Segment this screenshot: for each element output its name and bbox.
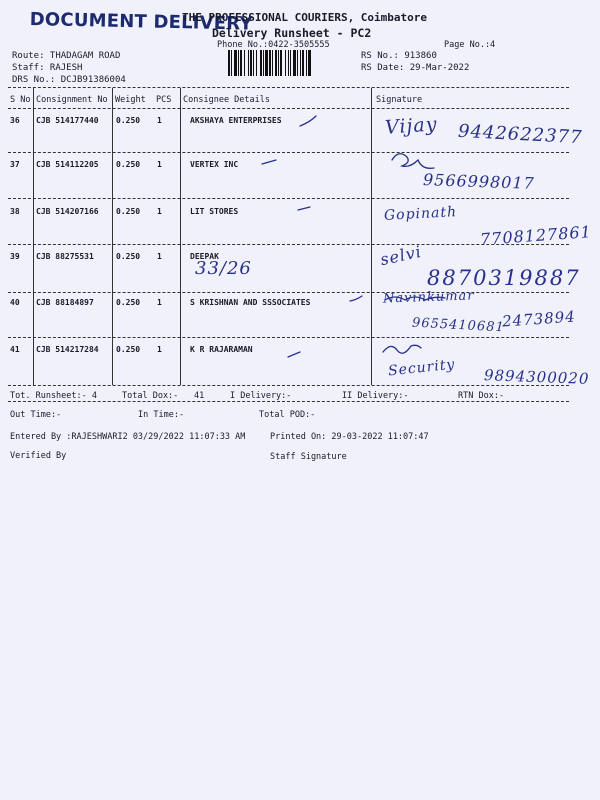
col-divider [180, 88, 181, 385]
row-rule [8, 337, 569, 338]
route-label: Route: THADAGAM ROAD [12, 51, 121, 61]
row-rule [8, 198, 569, 199]
cell-pcs: 1 [157, 345, 162, 354]
cell-pcs: 1 [157, 298, 162, 307]
cell-weight: 0.250 [116, 116, 141, 125]
handwritten-receiver-name: Vijay [384, 113, 439, 139]
handwritten-phone: 2473894 [501, 307, 577, 331]
cell-consignment: CJB 514112205 [36, 160, 99, 169]
handwritten-receiver-name: Navinkumar [382, 288, 475, 307]
cell-pcs: 1 [157, 252, 162, 261]
barcode [228, 50, 356, 80]
handwritten-phone: 9566998017 [422, 170, 536, 193]
col-divider [112, 88, 113, 385]
table-bottom-rule [8, 385, 569, 386]
cell-sno: 39 [10, 252, 20, 261]
cell-weight: 0.250 [116, 207, 141, 216]
cell-consignment: CJB 88275531 [36, 252, 94, 261]
entered-by: Entered By :RAJESHWARI2 03/29/2022 11:07:33 AM [10, 432, 246, 442]
cell-consignment: CJB 514207166 [36, 207, 99, 216]
handwritten-receiver-name: selvi [378, 241, 424, 270]
handwritten-phone: 7708127861 [479, 222, 593, 249]
rs-date: RS Date: 29-Mar-2022 [361, 63, 470, 73]
in-time: In Time:- [138, 410, 185, 420]
cell-sno: 40 [10, 298, 20, 307]
cell-weight: 0.250 [116, 345, 141, 354]
col-header-weight: Weight [115, 95, 146, 105]
cell-consignee: DEEPAK [190, 252, 219, 261]
cell-sno: 37 [10, 160, 20, 169]
col-divider [371, 88, 372, 385]
col-header-consignment: Consignment No [36, 95, 108, 105]
cell-weight: 0.250 [116, 252, 141, 261]
cell-consignee: S KRISHNAN AND SSSOCIATES [190, 298, 311, 307]
col-header-consignee: Consignee Details [183, 95, 270, 105]
row-rule [8, 152, 569, 153]
handwritten-note: 33/26 [195, 258, 252, 279]
phone-number: Phone No.:0422-3505555 [217, 40, 330, 50]
printed-on: Printed On: 29-03-2022 11:07:47 [270, 432, 429, 442]
cell-sno: 36 [10, 116, 20, 125]
i-delivery: I Delivery:- [230, 391, 292, 401]
cell-sno: 38 [10, 207, 20, 216]
rtn-dox: RTN Dox:- [458, 391, 505, 401]
document-delivery-stamp: DOCUMENT DELIVERY [29, 9, 253, 35]
col-header-sno: S No [10, 95, 31, 105]
cell-consignment: CJB 514177440 [36, 116, 99, 125]
verified-by: Verified By [10, 451, 67, 461]
cell-sno: 41 [10, 345, 20, 354]
cell-pcs: 1 [157, 160, 162, 169]
header-rule [8, 108, 569, 109]
total-dox-value: 41 [194, 391, 205, 401]
drs-number: DRS No.: DCJB91386004 [12, 75, 126, 85]
cell-consignment: CJB 514217284 [36, 345, 99, 354]
handwritten-phone: 8870319887 [427, 266, 581, 290]
out-time: Out Time:- [10, 410, 62, 420]
handwritten-receiver-name: Security [387, 356, 457, 380]
handwritten-phone: 9894300020 [483, 366, 590, 388]
table-top-rule [8, 87, 569, 88]
cell-consignment: CJB 88184897 [36, 298, 94, 307]
cell-weight: 0.250 [116, 160, 141, 169]
handwritten-phone: 9442622377 [457, 120, 583, 149]
total-pod: Total POD:- [259, 410, 316, 420]
tot-runsheet: Tot. Runsheet:- 4 [10, 391, 97, 401]
cell-consignee: AKSHAYA ENTERPRISES [190, 116, 282, 125]
cell-consignee: K R RAJARAMAN [190, 345, 253, 354]
cell-pcs: 1 [157, 116, 162, 125]
rs-number: RS No.: 913860 [361, 51, 437, 61]
handwritten-receiver-name: Gopinath [383, 204, 458, 224]
footer-rule [8, 401, 569, 402]
ii-delivery: II Delivery:- [342, 391, 409, 401]
cell-pcs: 1 [157, 207, 162, 216]
handwritten-phone: 9655410681 [411, 315, 506, 336]
row-rule [8, 292, 569, 293]
staff-signature-label: Staff Signature [270, 452, 347, 462]
staff-label: Staff: RAJESH [12, 63, 83, 73]
col-header-pcs: PCS [156, 95, 172, 105]
runsheet-title: Delivery Runsheet - PC2 [212, 26, 372, 40]
cell-weight: 0.250 [116, 298, 141, 307]
total-dox-label: Total Dox:- [122, 391, 179, 401]
cell-consignee: LIT STORES [190, 207, 239, 216]
col-header-signature: Signature [376, 95, 423, 105]
company-name: THE PROFESSIONAL COURIERS, Coimbatore [182, 11, 428, 24]
cell-consignee: VERTEX INC [190, 160, 239, 169]
col-divider [33, 88, 34, 385]
page-number: Page No.:4 [444, 40, 496, 50]
